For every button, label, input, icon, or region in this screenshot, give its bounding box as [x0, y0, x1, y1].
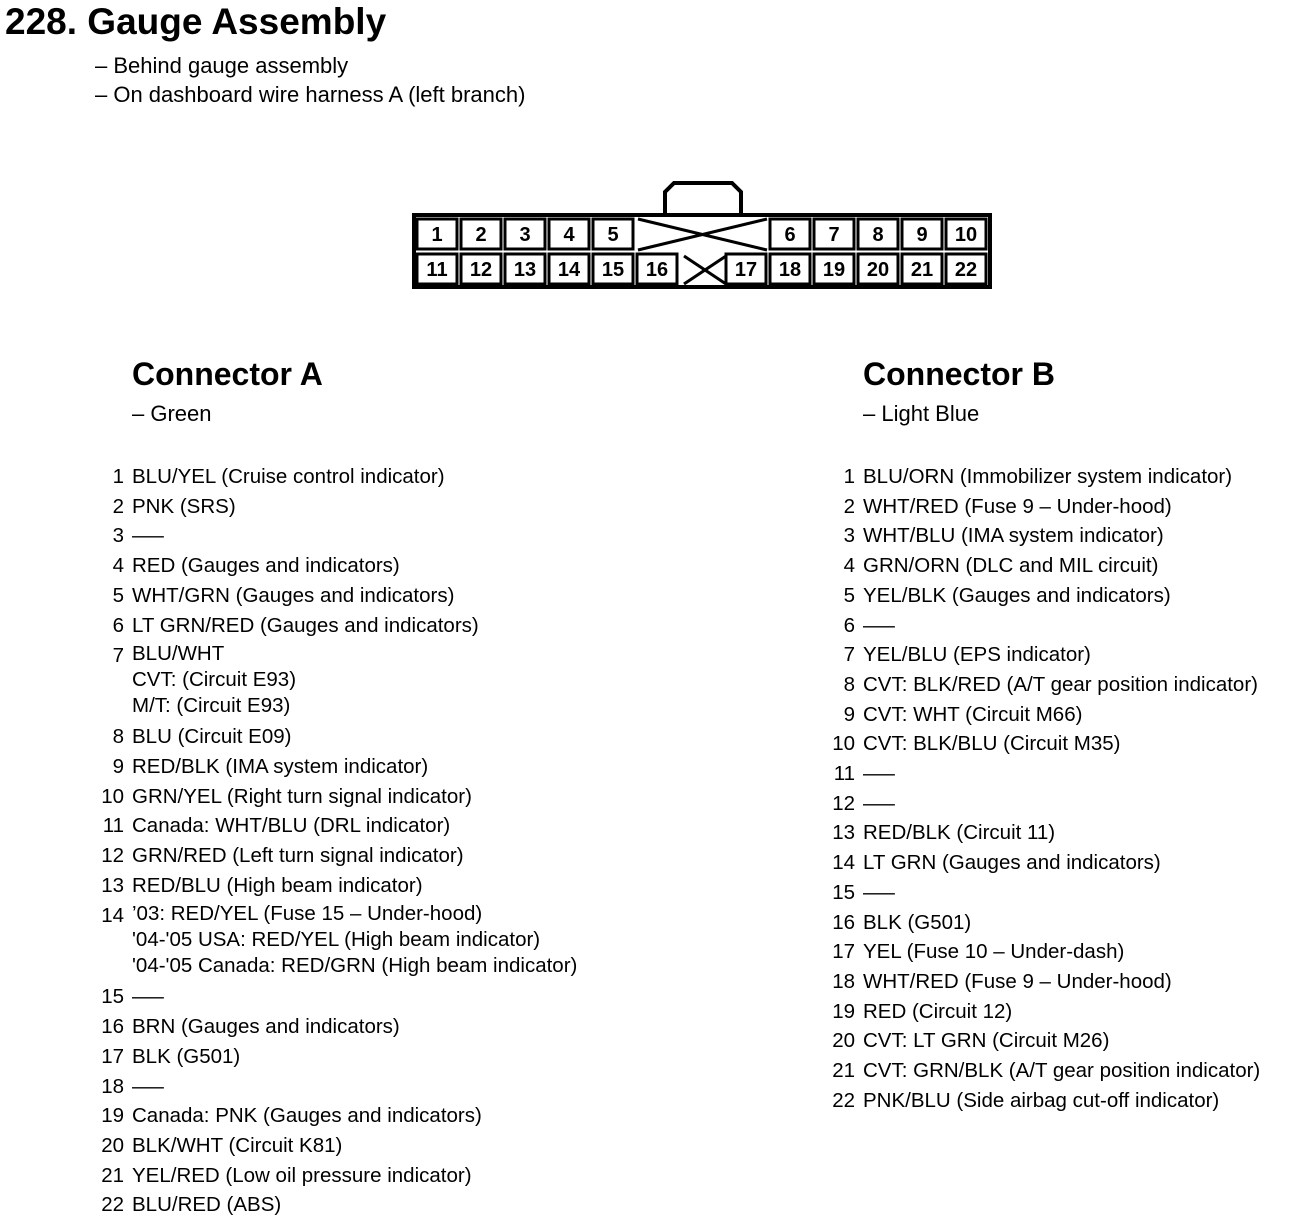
pin-row [829, 967, 1260, 997]
pin-description: WHT/RED (Fuse 9 – Under-hood) [863, 494, 1172, 518]
pin-row [98, 1190, 577, 1220]
pin-number: 13 [101, 873, 124, 897]
pin-description: Canada: WHT/BLU (DRL indicator) [132, 814, 451, 838]
connector-a-color: – Green [132, 401, 212, 426]
pin-row [829, 729, 1260, 759]
pin-row [98, 611, 577, 641]
pin-row [98, 722, 577, 752]
pin-row [98, 1042, 577, 1072]
cavity-number: 2 [475, 224, 487, 246]
pin-number: 22 [101, 1193, 124, 1217]
pin-row [829, 997, 1260, 1027]
location-line-2: – On dashboard wire harness A (left branch) [95, 82, 526, 107]
pin-row [829, 611, 1260, 641]
pin-row [98, 811, 577, 841]
pin-description: M/T: (Circuit E93) [132, 694, 291, 718]
connector-a-pin-list [98, 462, 577, 1220]
pin-description: RED/BLK (Circuit 11) [863, 821, 1056, 845]
pin-number: 5 [112, 583, 124, 607]
pin-description: Canada: PNK (Gauges and indicators) [132, 1104, 482, 1128]
pin-row [829, 670, 1260, 700]
pin-row [98, 641, 577, 719]
pin-number: 6 [843, 613, 855, 637]
pin-row [829, 581, 1260, 611]
pin-description: BLU (Circuit E09) [132, 725, 292, 749]
pin-description: LT GRN (Gauges and indicators) [863, 851, 1161, 875]
pin-number: 21 [832, 1059, 855, 1083]
connector-latch [665, 183, 741, 215]
pin-number: 19 [832, 999, 855, 1023]
pin-number: 4 [843, 554, 855, 578]
pin-number: 20 [832, 1029, 855, 1053]
pin-row [829, 492, 1260, 522]
pin-description: GRN/YEL (Right turn signal indicator) [132, 784, 472, 808]
pin-row [829, 759, 1260, 789]
pin-number: 9 [843, 702, 855, 726]
cavity-number: 1 [431, 224, 443, 246]
pin-row [98, 1012, 577, 1042]
cavity-number: 6 [784, 224, 796, 246]
cavity-number: 11 [426, 259, 448, 281]
pin-row [829, 1056, 1260, 1086]
pin-description: —– [132, 985, 164, 1009]
pin-number: 9 [112, 754, 124, 778]
pin-number: 5 [843, 583, 855, 607]
pin-number: 11 [833, 762, 855, 786]
pin-description: WHT/GRN (Gauges and indicators) [132, 583, 455, 607]
pin-number: 2 [112, 494, 124, 518]
pin-row [829, 521, 1260, 551]
pin-description: RED (Gauges and indicators) [132, 554, 400, 578]
pin-description: —– [132, 524, 164, 548]
pin-row [829, 848, 1260, 878]
pin-row [98, 551, 577, 581]
pin-row [98, 982, 577, 1012]
cavity-number: 4 [563, 224, 575, 246]
pin-description: CVT: (Circuit E93) [132, 668, 297, 692]
pin-number: 3 [112, 524, 124, 548]
pin-description: PNK (SRS) [132, 494, 236, 518]
pin-row [98, 782, 577, 812]
pin-description: BLK/WHT (Circuit K81) [132, 1133, 343, 1157]
pin-description: WHT/BLU (IMA system indicator) [863, 524, 1164, 548]
pin-number: 15 [832, 880, 855, 904]
pin-description: BLK (G501) [863, 910, 972, 934]
pin-number: 4 [112, 554, 124, 578]
pin-row [829, 1026, 1260, 1056]
pin-number: 20 [101, 1133, 124, 1157]
connector-face-diagram [0, 0, 1312, 320]
cavity-number: 9 [916, 224, 928, 246]
pin-row [829, 551, 1260, 581]
pin-row [98, 1072, 577, 1102]
pin-row [829, 878, 1260, 908]
pin-description: BLU/ORN (Immobilizer system indicator) [863, 465, 1233, 488]
cavity-number: 18 [778, 259, 802, 281]
pin-row [98, 462, 577, 492]
pin-description: LT GRN/RED (Gauges and indicators) [132, 613, 479, 637]
pin-description: CVT: WHT (Circuit M66) [863, 702, 1083, 726]
cavity-number: 10 [954, 224, 978, 246]
pin-number: 12 [832, 791, 855, 815]
location-line-1: – Behind gauge assembly [95, 53, 349, 78]
pin-description: YEL/BLU (EPS indicator) [863, 643, 1091, 667]
pin-description: GRN/RED (Left turn signal indicator) [132, 844, 464, 868]
pin-number: 19 [101, 1104, 124, 1128]
pin-number: 7 [112, 644, 124, 668]
pin-number: 17 [101, 1044, 124, 1068]
pin-description: —– [863, 791, 895, 815]
pin-description: BLU/WHT [132, 642, 225, 666]
pin-description: BLU/YEL (Cruise control indicator) [132, 465, 445, 488]
pin-number: 12 [101, 844, 124, 868]
pin-number: 7 [843, 643, 855, 667]
connector-b-title: Connector B [863, 356, 1055, 392]
pin-number: 14 [832, 851, 855, 875]
pin-number: 21 [101, 1163, 124, 1187]
pin-description: RED/BLK (IMA system indicator) [132, 754, 429, 778]
pin-row [829, 640, 1260, 670]
pin-row [98, 841, 577, 871]
cavity-number: 21 [910, 259, 934, 281]
pin-row [829, 462, 1260, 492]
pin-description: YEL/BLK (Gauges and indicators) [863, 583, 1171, 607]
pin-row [829, 700, 1260, 730]
pin-description: WHT/RED (Fuse 9 – Under-hood) [863, 969, 1172, 993]
pin-number: 16 [101, 1015, 124, 1039]
pin-number: 18 [101, 1074, 124, 1098]
cavity-number: 16 [645, 259, 669, 281]
cavity-number: 15 [601, 259, 625, 281]
pin-description: PNK/BLU (Side airbag cut-off indicator) [863, 1088, 1220, 1112]
pin-number: 8 [843, 672, 855, 696]
pin-description: GRN/ORN (DLC and MIL circuit) [863, 554, 1159, 578]
pin-description: BLK (G501) [132, 1044, 241, 1068]
pin-row [98, 1101, 577, 1131]
connector-b-pin-list [829, 462, 1260, 1115]
pin-number: 6 [112, 613, 124, 637]
pin-number: 10 [832, 732, 855, 756]
pin-row [98, 871, 577, 901]
pin-row [98, 521, 577, 551]
cavity-number: 5 [607, 224, 619, 246]
pin-description: CVT: LT GRN (Circuit M26) [863, 1029, 1110, 1053]
pin-row [829, 908, 1260, 938]
pin-description: BRN (Gauges and indicators) [132, 1015, 400, 1039]
pin-number: 1 [112, 465, 124, 488]
pin-description: YEL (Fuse 10 – Under-dash) [863, 940, 1125, 964]
pin-number: 2 [843, 494, 855, 518]
connector-b-color: – Light Blue [863, 401, 980, 426]
pin-description: —– [863, 762, 895, 786]
pin-row [98, 1161, 577, 1191]
pin-row [829, 789, 1260, 819]
pin-row [829, 818, 1260, 848]
cavity-number: 7 [828, 224, 840, 246]
pin-row [98, 1131, 577, 1161]
pin-number: 14 [101, 904, 124, 928]
pin-description: CVT: BLK/BLU (Circuit M35) [863, 732, 1121, 756]
cavity-number: 22 [954, 259, 978, 281]
pin-number: 18 [832, 969, 855, 993]
pin-description: '04-'05 USA: RED/YEL (High beam indicator) [132, 928, 541, 952]
pin-row [98, 581, 577, 611]
pin-number: 17 [832, 940, 855, 964]
pin-description: RED/BLU (High beam indicator) [132, 873, 423, 897]
cavity-number: 19 [822, 259, 846, 281]
cavity-number: 20 [866, 259, 890, 281]
pin-description: —– [863, 880, 895, 904]
pin-row [829, 937, 1260, 967]
connector-a-title: Connector A [132, 356, 323, 392]
pin-description: —– [132, 1074, 164, 1098]
pin-number: 16 [832, 910, 855, 934]
cavity-number: 12 [469, 259, 493, 281]
cavity-number: 17 [734, 259, 758, 281]
pin-description: BLU/RED (ABS) [132, 1193, 282, 1217]
pin-description: ’03: RED/YEL (Fuse 15 – Under-hood) [132, 902, 483, 926]
pin-number: 13 [832, 821, 855, 845]
pin-description: CVT: BLK/RED (A/T gear position indicator) [863, 672, 1258, 696]
pin-number: 8 [112, 725, 124, 749]
cavity-number: 3 [519, 224, 531, 246]
pin-row [98, 752, 577, 782]
pin-row [98, 901, 577, 979]
pin-number: 10 [101, 784, 124, 808]
pin-description: —– [863, 613, 895, 637]
page-title: 228. Gauge Assembly [5, 1, 387, 42]
pin-number: 15 [101, 985, 124, 1009]
pin-number: 1 [843, 465, 855, 488]
pin-number: 11 [102, 814, 124, 838]
pin-description: '04-'05 Canada: RED/GRN (High beam indicator) [132, 954, 578, 978]
cavity-number: 13 [513, 259, 537, 281]
pin-row [829, 1086, 1260, 1116]
pin-number: 3 [843, 524, 855, 548]
pin-row [98, 492, 577, 522]
pin-description: YEL/RED (Low oil pressure indicator) [132, 1163, 472, 1187]
cavity-number: 8 [872, 224, 884, 246]
pin-description: RED (Circuit 12) [863, 999, 1013, 1023]
pin-description: CVT: GRN/BLK (A/T gear position indicator) [863, 1059, 1261, 1083]
cavity-number: 14 [557, 259, 581, 281]
pin-number: 22 [832, 1088, 855, 1112]
